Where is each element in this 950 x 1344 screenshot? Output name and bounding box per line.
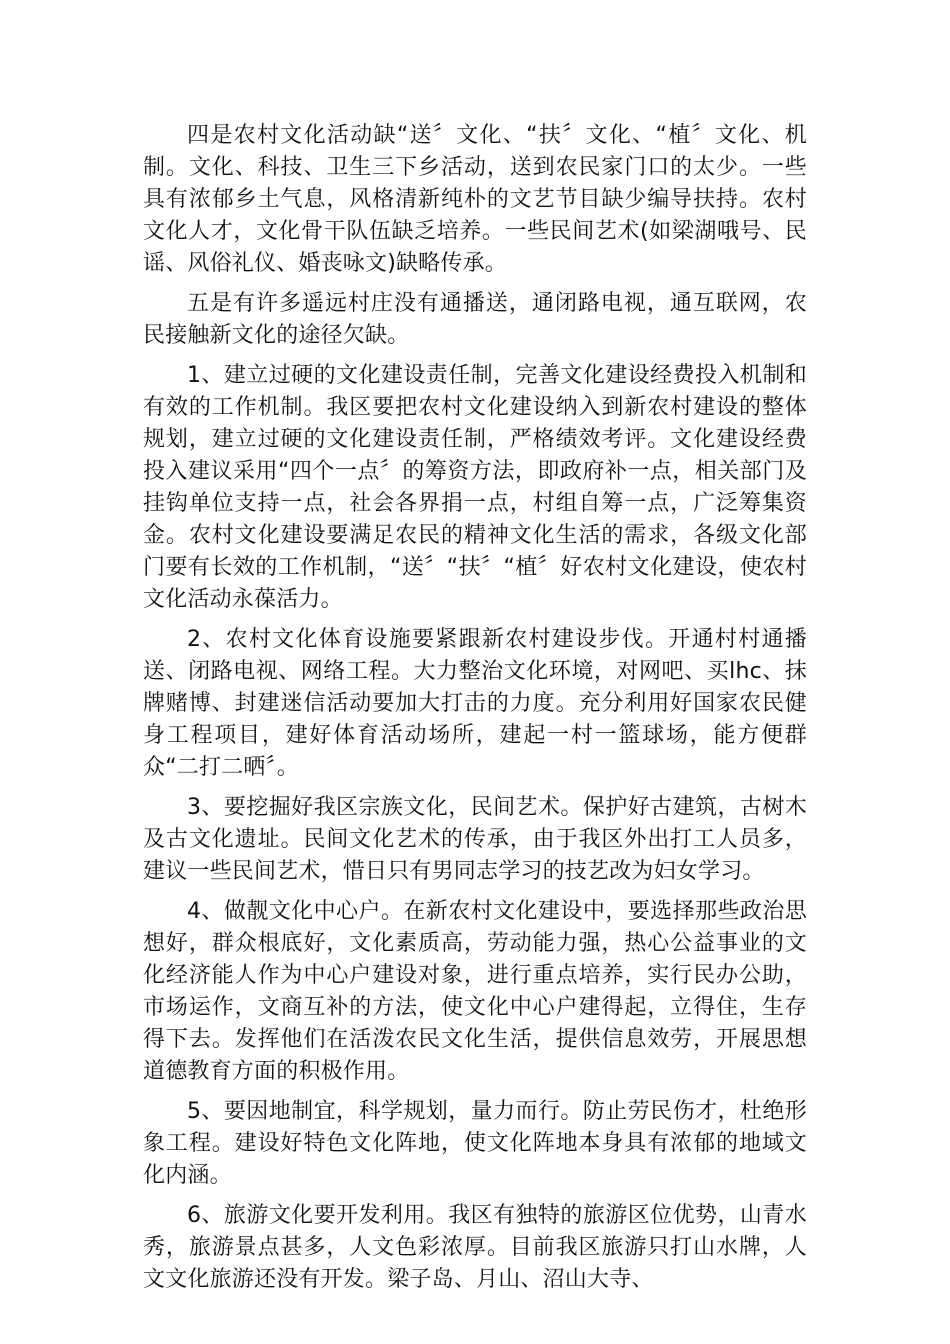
document-body (143, 120, 807, 1304)
paragraph-measure-5-planning: 5、要因地制宜，科学规划，量力而行。防止劳民伤才，杜绝形象工程。建设好特色文化阵地，使文化阵地本身具有浓郁的地域文化内涵。 (143, 1099, 807, 1188)
paragraph-measure-6-tourism: 6、旅游文化要开发利用。我区有独特的旅游区位优势，山青水秀，旅游景点甚多，人文色彩浓厚。目前我区旅游只打山水牌，人文文化旅游还没有开发。梁子岛、月山、沼山大寺、 (143, 1203, 807, 1292)
paragraph-measure-3-folk-culture: 3、要挖掘好我区宗族文化，民间艺术。保护好古建筑，古树木及古文化遗址。民间文化艺术的传承，由于我区外出打工人员多，建议一些民间艺术，惜日只有男同志学习的技艺改为妇女学习。 (143, 795, 807, 884)
paragraph-measure-1-responsibility: 1、建立过硬的文化建设责任制，完善文化建设经费投入机制和有效的工作机制。我区要把农村文化建设纳入到新农村建设的整体规划，建立过硬的文化建设责任制，严格绩效考评。文化建设经费投入建议采用“四个一点〞的筹资方法，即政府补一点，相关部门及挂钩单位支持一点，社会各界捐一点，村组自筹一点，广泛筹集资金。农村文化建设要满足农民的精神文化生活的需求，各级文化部门要有长效的工作机制，“送〞“扶〞“植〞好农村文化建设，使农村文化活动永葆活力。 (143, 363, 807, 612)
paragraph-measure-4-culture-centers: 4、做靓文化中心户。在新农村文化建设中，要选择那些政治思想好，群众根底好，文化素质高，劳动能力强，热心公益事业的文化经济能人作为中心户建设对象，进行重点培养，实行民办公助，市场运作，文商互补的方法，使文化中心户建得起，立得住，生存得下去。发挥他们在活泼农民文化生活，提供信息效劳，开展思想道德教育方面的积极作用。 (143, 899, 807, 1084)
paragraph-measure-2-facilities: 2、农村文化体育设施要紧跟新农村建设步伐。开通村村通播送、闭路电视、网络工程。大力整治文化环境，对网吧、买lhc、抹牌赌博、封建迷信活动要加大打击的力度。充分利用好国家农民健身工程项目，建好体育活动场所，建起一村一篮球场，能方便群众“二打二晒〞。 (143, 627, 807, 780)
paragraph-item-4-rural-culture-gaps: 四是农村文化活动缺“送〞文化、“扶〞文化、“植〞文化、机制。文化、科技、卫生三下乡活动，送到农民家门口的太少。一些具有浓郁乡土气息，风格清新纯朴的文艺节目缺少编导扶持。农村文化人才，文化骨干队伍缺乏培养。一些民间艺术(如梁湖哦号、民谣、风俗礼仪、婚丧咏文)缺略传承。 (143, 123, 807, 276)
paragraph-item-5-remote-villages: 五是有许多遥远村庄没有通播送，通闭路电视，通互联网，农民接触新文化的途径欠缺。 (143, 291, 807, 348)
